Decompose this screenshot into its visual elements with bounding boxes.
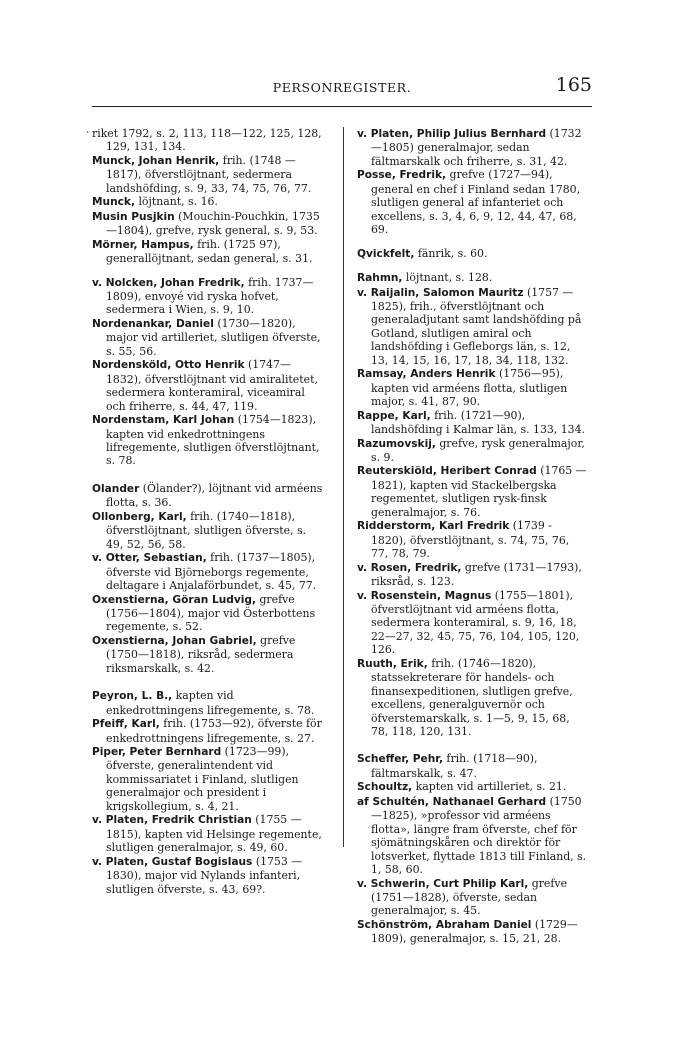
entry-name: Schoultz, [357,781,413,794]
entry-name: Piper, Peter Bernhard [92,746,222,759]
entry-name: v. Rosen, Fredrik, [357,561,462,574]
entry-text: (1755—1801), öfverstlöjtnant vid arméens flotta, sedermera konteramiral, s. 9, 16, 18, 22—27, 32, 45, 75, 76, 104, 105, 120, 126. [371,588,580,657]
register-entry [92,276,324,317]
entry-text: grefve (1731—1793), riksråd, s. 123. [371,560,582,589]
register-entry [357,464,589,519]
register-entry [357,918,589,946]
left-column [92,127,324,896]
register-entry [357,561,589,589]
entry-text: (Ölander?), löjtnant vid arméens flotta, s. 36. [106,481,323,510]
entry-name: Olander [92,482,140,495]
register-entry [92,855,324,896]
register-entry [357,752,589,780]
register-entry [92,593,324,634]
entry-text: löjtnant, s. 16. [134,195,218,209]
entry-text: (1755 —1815), kapten vid Helsinge regemente, slutligen generalmajor, s. 49, 60. [106,813,322,855]
entry-name: v. Schwerin, Curt Philip Karl, [357,877,529,890]
entry-text: (1739 - 1820), öfverstlöjtnant, s. 74, 75, 76, 77, 78, 79. [371,519,570,561]
register-entry [357,286,589,368]
column-divider [343,127,344,847]
entry-name: Reuterskiöld, Heribert Conrad [357,465,537,478]
entry-text: frih. (1737—1805), öfverste vid Björneborgs regemente, deltagare i Anjalaförbundet, s. 45, 77. [106,551,317,593]
register-entry [92,551,324,592]
entry-name: v. Platen, Philip Julius Bernhard [357,128,547,140]
register-entry [92,689,324,717]
entry-name: Nordenankar, Daniel [92,317,214,330]
entry-text: frih. (1718—90), fältmarskalk, s. 47. [371,752,538,780]
entry-text: kapten vid enkedrottningens lifregemente, s. 78. [106,689,315,717]
register-entry [92,717,324,745]
entry-name: Schönström, Abraham Daniel [357,918,532,931]
entry-text: (1732—1805) generalmajor, sedan fältmarskalk och friherre, s. 31, 42. [371,127,582,168]
entry-name: Ramsay, Anders Henrik [357,368,496,381]
entry-text: (1756—95), kapten vid arméens flotta, slutligen major, s. 41, 87, 90. [371,367,568,409]
register-entry [92,195,324,209]
entry-text: (Mouchin-Pouchkin, 1735—1804), grefve, rysk general, s. 9, 53. [106,209,320,238]
entry-text: frih. (1740—1818), öfverstlöjtnant, slutligen öfverste, s. 49, 52, 56, 58. [106,509,307,551]
entry-name: v. Nolcken, Johan Fredrik, [92,276,245,289]
register-entry [357,409,589,437]
register-entry [92,634,324,675]
entry-name: Ridderstorm, Karl Fredrik [357,520,510,533]
entry-text: frih. (1721—90), landshöfding i Kalmar län, s. 133, 134. [371,408,585,437]
entry-text: frih. (1748 —1817), öfverstlöjtnant, sedermera landshöfding, s. 9, 33, 74, 75, 76, 77. [106,153,312,195]
register-entry [357,437,589,465]
entry-text: (1754—1823), kapten vid enkedrottningens lifregemente, slutligen öfverstlöjtnant, s. 78. [106,413,320,468]
register-entry [92,510,324,551]
register-entry [357,519,589,560]
running-title: PERSONREGISTER. [272,80,412,95]
entry-name: Qvickfelt, [357,247,415,260]
entry-text: frih. 1737—1809), envoyé vid ryska hofvet, sedermera i Wien, s. 9, 10. [106,275,314,317]
entry-text: (1730—1820), major vid artilleriet, slutligen öfverste, s. 55, 56. [106,316,321,358]
entry-text: (1750—1825), »professor vid arméens flotta», längre fram öfverste, chef för sjömätningskåren och direktör för lotsverket, flyttade 1813 till Finland, s. 1, 58, 60. [371,794,587,877]
entry-text: kapten vid artilleriet, s. 21. [412,780,567,794]
entry-text: grefve (1756—1804), major vid Österbottens regemente, s. 52. [106,592,316,634]
register-entry [357,271,589,285]
entry-name: Nordenstam, Karl Johan [92,414,235,427]
entry-text: (1729—1809), generalmajor, s. 15, 21, 28. [371,917,578,946]
entry-text: (1747—1832), öfverstlöjtnant vid amiralitetet, sedermera konteramiral, viceamiral och friherre, s. 44, 47, 119. [106,358,318,413]
register-entry [92,358,324,413]
entry-text: grefve (1751—1828), öfverste, sedan generalmajor, s. 45. [371,876,568,918]
entry-text: grefve, rysk generalmajor, s. 9. [371,436,585,464]
entry-text: löjtnant, s. 128. [402,271,493,285]
entry-name: Rappe, Karl, [357,409,431,422]
entry-text: (1757 —1825), frih., öfverstlöjtnant och generaladjutant samt landshöfding på Gotland, slutligen amiral och landshöfding i Gefleborgs län, s. 12, 13, 14, 15, 16, 17, 18, 34, 118, 132. [371,285,582,367]
entry-text: frih. (1725 97), generallöjtnant, sedan general, s. 31. [106,237,313,266]
entry-name: Scheffer, Pehr, [357,753,443,766]
entry-name: Rahmn, [357,272,403,285]
entry-name: v. Platen, Fredrik Christian [92,814,252,827]
register-entry [92,210,324,238]
entry-name: v. Raijalin, Salomon Mauritz [357,286,524,299]
entry-text: (1723—99), öfverste, generalintendent vid kommissariatet i Finland, slutligen generalmajor och president i krigskollegium, s. 4, 21. [106,745,299,813]
entry-name: af Schultén, Nathanael Gerhard [357,795,547,808]
register-entry [92,127,324,154]
entry-name: Pfeiff, Karl, [92,718,160,731]
register-entry [92,238,324,266]
register-entry [357,367,589,408]
entry-name: v. Otter, Sebastian, [92,552,207,565]
entry-name: Munck, [92,196,135,209]
register-entry [92,745,324,813]
right-column [357,127,589,946]
register-entry [357,168,589,236]
margin-mark: · [86,128,89,138]
entry-text: riket 1792, s. 2, 113, 118—122, 125, 128, 129, 131, 134. [92,127,322,154]
entry-name: Ruuth, Erik, [357,657,428,670]
entry-name: Munck, Johan Henrik, [92,154,220,167]
entry-name: Oxenstierna, Johan Gabriel, [92,634,257,647]
entry-name: Peyron, L. B., [92,690,173,703]
register-entry [357,589,589,657]
register-entry [92,482,324,510]
register-entry [357,247,589,261]
register-entry [357,657,589,739]
register-entry [92,317,324,358]
entry-name: Ollonberg, Karl, [92,510,187,523]
register-entry [92,154,324,195]
register-entry [357,795,589,877]
entry-text: (1765 —1821), kapten vid Stackelbergska regementet, slutligen rysk-finsk generalmajor, s. 76. [371,464,587,519]
entry-text: grefve (1750—1818), riksråd, sedermera riksmarskalk, s. 42. [106,633,296,675]
register-entry [92,413,324,468]
register-entry [357,780,589,794]
entry-text: (1753 —1830), major vid Nylands infanteri, slutligen öfverste, s. 43, 69?. [106,854,303,896]
entry-name: v. Rosenstein, Magnus [357,589,492,602]
page-number: 165 [555,74,592,96]
entry-name: Nordensköld, Otto Henrik [92,359,245,372]
entry-name: v. Platen, Gustaf Bogislaus [92,855,253,868]
entry-name: Mörner, Hampus, [92,238,194,251]
register-entry [92,813,324,854]
entry-text: frih. (1753—92), öfverste för enkedrottningens lifregemente, s. 27. [106,717,322,745]
register-entry [357,127,589,168]
page-header [92,74,592,107]
entry-text: grefve (1727—94), general en chef i Finland sedan 1780, slutligen general af infanteriet och excellens, s. 3, 4, 6, 9, 12, 44, 47, 68, 69. [371,168,581,237]
entry-name: Posse, Fredrik, [357,169,447,182]
entry-text: fänrik, s. 60. [414,246,488,260]
entry-name: Razumovskij, [357,437,436,450]
register-entry [357,877,589,918]
entry-name: Musin Pusjkin [92,210,175,223]
entry-name: Oxenstierna, Göran Ludvig, [92,593,256,606]
entry-text: frih. (1746—1820), statssekreterare för handels- och finansexpeditionen, slutligen grefve, excellens, generalguvernör och öfverstemarskalk, s. 1—5, 9, 15, 68, 78, 118, 120, 131. [371,656,573,739]
